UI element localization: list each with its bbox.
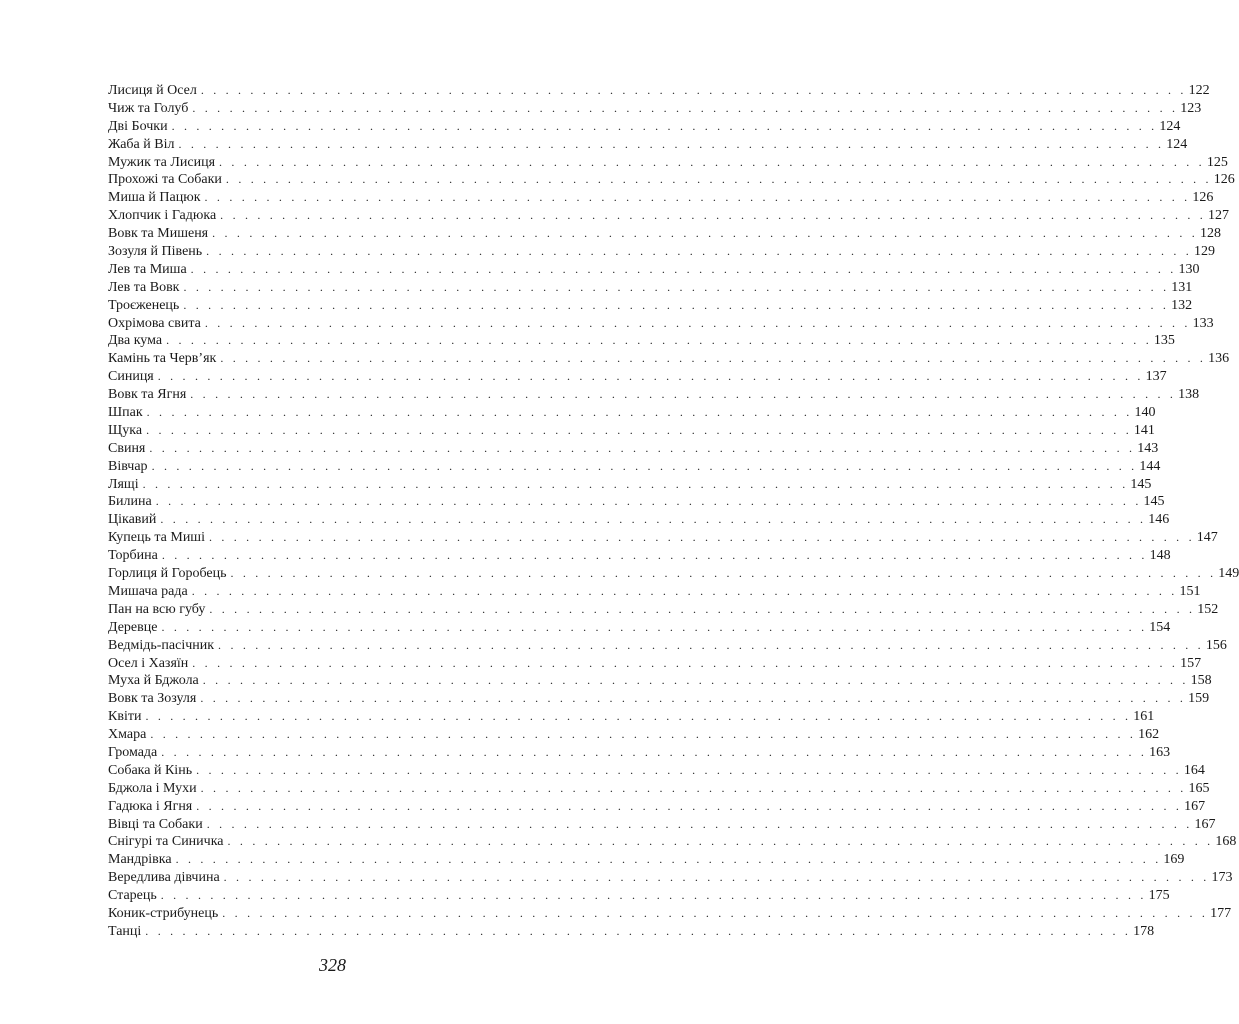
toc-entry-page: 135 — [1153, 333, 1175, 349]
toc-leader-dots: . . . . . . . . . . . . . . . . . . . . . . . . . . . . . . . . . . . . . . . . . . . . . . . . . . . . . . . . . . . . . . . . . . . . . . . . . . . . . . . . — [151, 458, 1138, 473]
toc-entry-page: 162 — [1138, 727, 1160, 743]
toc-entry-title: Троєженець — [108, 297, 180, 313]
toc-entry-page: 138 — [1178, 387, 1200, 403]
toc-entry — [108, 655, 1202, 673]
toc-entry — [108, 529, 1218, 547]
toc-entry — [108, 100, 1202, 118]
toc-entry — [108, 672, 1212, 690]
toc-entry — [108, 923, 1155, 941]
toc-entry-page: 126 — [1192, 190, 1214, 206]
toc-entry-page: 127 — [1207, 208, 1229, 224]
toc-entry-page: 145 — [1143, 494, 1165, 510]
toc-leader-dots: . . . . . . . . . . . . . . . . . . . . . . . . . . . . . . . . . . . . . . . . . . . . . . . . . . . . . . . . . . . . . . . . . . . . . . . . . . . . . . . . — [161, 744, 1148, 759]
toc-leader-dots: . . . . . . . . . . . . . . . . . . . . . . . . . . . . . . . . . . . . . . . . . . . . . . . . . . . . . . . . . . . . . . . . . . . . . . . . . . . . . . . . — [196, 762, 1182, 777]
toc-entry-title: Шпак — [108, 405, 143, 421]
toc-entry-title: Мишача рада — [108, 583, 188, 599]
toc-leader-dots: . . . . . . . . . . . . . . . . . . . . . . . . . . . . . . . . . . . . . . . . . . . . . . . . . . . . . . . . . . . . . . . . . . . . . . . . . . . . . . . . — [183, 279, 1170, 294]
toc-leader-dots: . . . . . . . . . . . . . . . . . . . . . . . . . . . . . . . . . . . . . . . . . . . . . . . . . . . . . . . . . . . . . . . . . . . . . . . . . . . . . . . . — [145, 709, 1132, 724]
toc-entry-title: Лисиця й Осел — [108, 83, 197, 98]
toc-leader-dots: . . . . . . . . . . . . . . . . . . . . . . . . . . . . . . . . . . . . . . . . . . . . . . . . . . . . . . . . . . . . . . . . . . . . . . . . . . . . . . . . — [166, 333, 1152, 348]
toc-entry-title: Вередлива дівчина — [108, 870, 220, 886]
toc-entry-page: 159 — [1188, 691, 1210, 707]
toc-entry — [108, 780, 1210, 798]
toc-entry — [108, 493, 1165, 511]
table-of-contents — [108, 82, 1239, 941]
toc-entry-page: 140 — [1134, 405, 1156, 421]
toc-entry-title: Торбина — [108, 548, 158, 564]
toc-leader-dots: . . . . . . . . . . . . . . . . . . . . . . . . . . . . . . . . . . . . . . . . . . . . . . . . . . . . . . . . . . . . . . . . . . . . . . . . . . . . . . . . — [204, 315, 1191, 330]
toc-entry — [108, 404, 1156, 422]
toc-entry-page: 154 — [1149, 619, 1171, 635]
toc-leader-dots: . . . . . . . . . . . . . . . . . . . . . . . . . . . . . . . . . . . . . . . . . . . . . . . . . . . . . . . . . . . . . . . . . . . . . . . . . . . . . . . . — [192, 100, 1179, 115]
toc-entry-title: Снігурі та Синичка — [108, 834, 224, 850]
toc-entry — [108, 297, 1193, 315]
toc-entry-page: 129 — [1193, 244, 1215, 260]
toc-leader-dots: . . . . . . . . . . . . . . . . . . . . . . . . . . . . . . . . . . . . . . . . . . . . . . . . . . . . . . . . . . . . . . . . . . . . . . . . . . . . . . . . — [160, 512, 1147, 527]
toc-entry-title: Чиж та Голуб — [108, 100, 189, 116]
toc-entry — [108, 225, 1221, 243]
page-number: 328 — [319, 955, 346, 975]
toc-leader-dots: . . . . . . . . . . . . . . . . . . . . . . . . . . . . . . . . . . . . . . . . . . . . . . . . . . . . . . . . . . . . . . . . . . . . . . . . . . . . . . . . — [202, 673, 1189, 688]
toc-entry-title: Зозуля й Півень — [108, 244, 203, 260]
toc-entry-page: 122 — [1188, 83, 1210, 98]
toc-entry-title: Мужик та Лисиця — [108, 154, 216, 170]
toc-leader-dots: . . . . . . . . . . . . . . . . . . . . . . . . . . . . . . . . . . . . . . . . . . . . . . . . . . . . . . . . . . . . . . . . . . . . . . . . . . . . . . . . — [223, 870, 1210, 885]
toc-entry-title: Лев та Вовк — [108, 279, 180, 295]
toc-entry-title: Гадюка і Ягня — [108, 798, 193, 814]
toc-entry-title: Лящі — [108, 476, 139, 492]
toc-leader-dots: . . . . . . . . . . . . . . . . . . . . . . . . . . . . . . . . . . . . . . . . . . . . . . . . . . . . . . . . . . . . . . . . . . . . . . . . . . . . . . . . — [145, 923, 1132, 938]
toc-entry-page: 148 — [1149, 548, 1171, 564]
toc-leader-dots: . . . . . . . . . . . . . . . . . . . . . . . . . . . . . . . . . . . . . . . . . . . . . . . . . . . . . . . . . . . . . . . . . . . . . . . . . . . . . . . . — [183, 297, 1170, 312]
toc-leader-dots: . . . . . . . . . . . . . . . . . . . . . . . . . . . . . . . . . . . . . . . . . . . . . . . . . . . . . . . . . . . . . . . . . . . . . . . . . . . . . . . . — [146, 422, 1132, 437]
toc-entry — [108, 851, 1185, 869]
toc-leader-dots: . . . . . . . . . . . . . . . . . . . . . . . . . . . . . . . . . . . . . . . . . . . . . . . . . . . . . . . . . . . . . . . . . . . . . . . . . . . . . . . . — [146, 405, 1133, 420]
toc-leader-dots: . . . . . . . . . . . . . . . . . . . . . . . . . . . . . . . . . . . . . . . . . . . . . . . . . . . . . . . . . . . . . . . . . . . . . . . . . . . . . . . . — [209, 601, 1196, 616]
toc-entry-page: 130 — [1178, 261, 1200, 277]
toc-leader-dots: . . . . . . . . . . . . . . . . . . . . . . . . . . . . . . . . . . . . . . . . . . . . . . . . . . . . . . . . . . . . . . . . . . . . . . . . . . . . . . . . — [208, 530, 1195, 545]
toc-entry-page: 178 — [1133, 923, 1155, 939]
toc-entry-title: Танці — [108, 923, 142, 939]
toc-entry-page: 167 — [1184, 798, 1206, 814]
toc-leader-dots: . . . . . . . . . . . . . . . . . . . . . . . . . . . . . . . . . . . . . . . . . . . . . . . . . . . . . . . . . . . . . . . . . . . . . . . . . . . . . . . . — [149, 440, 1136, 455]
toc-entry-title: Вівці та Собаки — [108, 816, 203, 832]
toc-entry — [108, 905, 1232, 923]
toc-entry-title: Синиця — [108, 369, 154, 385]
toc-entry-page: 165 — [1188, 780, 1210, 796]
toc-leader-dots: . . . . . . . . . . . . . . . . . . . . . . . . . . . . . . . . . . . . . . . . . . . . . . . . . . . . . . . . . . . . . . . . . . . . . . . . . . . . . . . . — [204, 190, 1191, 205]
toc-leader-dots: . . . . . . . . . . . . . . . . . . . . . . . . . . . . . . . . . . . . . . . . . . . . . . . . . . . . . . . . . . . . . . . . . . . . . . . . . . . . . . . . — [200, 780, 1187, 795]
toc-entry-page: 145 — [1130, 476, 1152, 492]
toc-entry — [108, 511, 1170, 529]
toc-entry — [108, 189, 1214, 207]
toc-entry — [108, 386, 1200, 404]
toc-entry — [108, 762, 1205, 780]
toc-entry — [108, 869, 1233, 887]
toc-leader-dots: . . . . . . . . . . . . . . . . . . . . . . . . . . . . . . . . . . . . . . . . . . . . . . . . . . . . . . . . . . . . . . . . . . . . . . . . . . . . . . . . — [227, 834, 1214, 849]
toc-entry — [108, 619, 1171, 637]
toc-leader-dots: . . . . . . . . . . . . . . . . . . . . . . . . . . . . . . . . . . . . . . . . . . . . . . . . . . . . . . . . . . . . . . . . . . . . . . . . . . . . . . . . — [155, 494, 1142, 509]
toc-entry-page: 133 — [1192, 315, 1214, 331]
toc-entry — [108, 261, 1200, 279]
toc-entry-page: 137 — [1145, 369, 1167, 385]
toc-entry-title: Громада — [108, 744, 158, 760]
toc-entry-title: Вівчар — [108, 458, 148, 474]
toc-entry — [108, 332, 1175, 350]
toc-entry — [108, 440, 1159, 458]
toc-entry-title: Муха й Бджола — [108, 673, 199, 689]
toc-leader-dots: . . . . . . . . . . . . . . . . . . . . . . . . . . . . . . . . . . . . . . . . . . . . . . . . . . . . . . . . . . . . . . . . . . . . . . . . . . . . . . . . — [225, 172, 1212, 187]
toc-entry-page: 126 — [1213, 172, 1235, 188]
toc-entry-title: Билина — [108, 494, 152, 510]
toc-entry-title: Свиня — [108, 440, 146, 456]
toc-entry — [108, 136, 1188, 154]
toc-leader-dots: . . . . . . . . . . . . . . . . . . . . . . . . . . . . . . . . . . . . . . . . . . . . . . . . . . . . . . . . . . . . . . . . . . . . . . . . . . . . . . . . — [200, 83, 1187, 97]
toc-entry-page: 146 — [1148, 512, 1170, 528]
toc-entry-title: Жаба й Віл — [108, 136, 175, 152]
toc-entry-title: Мандрівка — [108, 852, 172, 868]
toc-leader-dots: . . . . . . . . . . . . . . . . . . . . . . . . . . . . . . . . . . . . . . . . . . . . . . . . . . . . . . . . . . . . . . . . . . . . . . . . . . . . . . . . — [191, 583, 1178, 598]
toc-leader-dots: . . . . . . . . . . . . . . . . . . . . . . . . . . . . . . . . . . . . . . . . . . . . . . . . . . . . . . . . . . . . . . . . . . . . . . . . . . . . . . . . — [190, 387, 1177, 402]
toc-leader-dots: . . . . . . . . . . . . . . . . . . . . . . . . . . . . . . . . . . . . . . . . . . . . . . . . . . . . . . . . . . . . . . . . . . . . . . . . . . . . . . . . — [161, 619, 1148, 634]
toc-entry-page: 175 — [1148, 888, 1170, 904]
toc-entry-title: Миша й Пацюк — [108, 190, 201, 206]
toc-entry-page: 168 — [1215, 834, 1237, 850]
toc-entry-title: Цікавий — [108, 512, 157, 528]
toc-entry — [108, 637, 1227, 655]
toc-entry-page: 124 — [1159, 118, 1181, 134]
toc-entry-page: 167 — [1194, 816, 1216, 832]
toc-entry-page: 131 — [1171, 279, 1193, 295]
toc-entry — [108, 279, 1193, 297]
toc-leader-dots: . . . . . . . . . . . . . . . . . . . . . . . . . . . . . . . . . . . . . . . . . . . . . . . . . . . . . . . . . . . . . . . . . . . . . . . . . . . . . . . . — [218, 637, 1204, 652]
toc-entry-page: 125 — [1206, 154, 1228, 170]
toc-entry-title: Горлиця й Горобець — [108, 566, 227, 582]
toc-entry — [108, 82, 1210, 100]
toc-entry-page: 173 — [1211, 870, 1233, 886]
toc-entry-title: Камінь та Черв’як — [108, 351, 217, 367]
toc-leader-dots: . . . . . . . . . . . . . . . . . . . . . . . . . . . . . . . . . . . . . . . . . . . . . . . . . . . . . . . . . . . . . . . . . . . . . . . . . . . . . . . . — [219, 154, 1205, 169]
toc-entry-title: Ведмідь-пасічник — [108, 637, 215, 653]
toc-entry — [108, 207, 1229, 225]
toc-entry-title: Хлопчик і Гадюка — [108, 208, 217, 224]
toc-entry — [108, 798, 1206, 816]
toc-entry-page: 157 — [1180, 655, 1202, 671]
toc-entry-page: 143 — [1137, 440, 1159, 456]
toc-leader-dots: . . . . . . . . . . . . . . . . . . . . . . . . . . . . . . . . . . . . . . . . . . . . . . . . . . . . . . . . . . . . . . . . . . . . . . . . . . . . . . . . — [196, 798, 1183, 813]
toc-entry — [108, 476, 1152, 494]
toc-leader-dots: . . . . . . . . . . . . . . . . . . . . . . . . . . . . . . . . . . . . . . . . . . . . . . . . . . . . . . . . . . . . . . . . . . . . . . . . . . . . . . . . — [157, 369, 1144, 384]
toc-entry-title: Бджола і Мухи — [108, 780, 197, 796]
toc-entry-page: 149 — [1218, 566, 1239, 582]
toc-entry-title: Коник-стрибунець — [108, 905, 219, 921]
toc-entry-page: 128 — [1199, 226, 1221, 242]
toc-entry — [108, 887, 1170, 905]
toc-entry-page: 164 — [1183, 762, 1205, 778]
toc-leader-dots: . . . . . . . . . . . . . . . . . . . . . . . . . . . . . . . . . . . . . . . . . . . . . . . . . . . . . . . . . . . . . . . . . . . . . . . . . . . . . . . . — [206, 244, 1192, 259]
toc-entry-title: Осел і Хазяїн — [108, 655, 189, 671]
toc-entry-page: 124 — [1166, 136, 1188, 152]
toc-entry-page: 163 — [1149, 744, 1171, 760]
toc-entry-title: Хмара — [108, 727, 147, 743]
toc-entry — [108, 816, 1216, 834]
toc-entry-title: Купець та Миші — [108, 530, 205, 546]
toc-entry-title: Собака й Кінь — [108, 762, 193, 778]
toc-leader-dots: . . . . . . . . . . . . . . . . . . . . . . . . . . . . . . . . . . . . . . . . . . . . . . . . . . . . . . . . . . . . . . . . . . . . . . . . . . . . . . . . — [222, 905, 1209, 920]
toc-entry — [108, 118, 1181, 136]
toc-entry-page: 161 — [1133, 709, 1155, 725]
toc-entry — [108, 422, 1155, 440]
toc-entry-title: Вовк та Мишеня — [108, 226, 209, 242]
toc-entry-page: 147 — [1196, 530, 1218, 546]
toc-entry-page: 158 — [1190, 673, 1212, 689]
toc-leader-dots: . . . . . . . . . . . . . . . . . . . . . . . . . . . . . . . . . . . . . . . . . . . . . . . . . . . . . . . . . . . . . . . . . . . . . . . . . . . . . . . . — [175, 852, 1162, 867]
toc-entry-page: 169 — [1163, 852, 1185, 868]
toc-entry — [108, 243, 1215, 261]
toc-entry — [108, 350, 1230, 368]
toc-entry-page: 136 — [1208, 351, 1230, 367]
toc-entry-title: Дві Бочки — [108, 118, 168, 134]
toc-entry — [108, 690, 1210, 708]
toc-leader-dots: . . . . . . . . . . . . . . . . . . . . . . . . . . . . . . . . . . . . . . . . . . . . . . . . . . . . . . . . . . . . . . . . . . . . . . . . . . . . . . . . — [161, 548, 1148, 563]
toc-leader-dots: . . . . . . . . . . . . . . . . . . . . . . . . . . . . . . . . . . . . . . . . . . . . . . . . . . . . . . . . . . . . . . . . . . . . . . . . . . . . . . . . — [220, 351, 1207, 366]
toc-entry-page: 156 — [1205, 637, 1227, 653]
toc-leader-dots: . . . . . . . . . . . . . . . . . . . . . . . . . . . . . . . . . . . . . . . . . . . . . . . . . . . . . . . . . . . . . . . . . . . . . . . . . . . . . . . . — [171, 118, 1158, 133]
toc-entry-title: Щука — [108, 422, 143, 438]
toc-entry-title: Вовк та Ягня — [108, 387, 187, 403]
toc-entry — [108, 458, 1161, 476]
toc-leader-dots: . . . . . . . . . . . . . . . . . . . . . . . . . . . . . . . . . . . . . . . . . . . . . . . . . . . . . . . . . . . . . . . . . . . . . . . . . . . . . . . . — [160, 888, 1147, 903]
toc-entry-title: Прохожі та Собаки — [108, 172, 222, 188]
toc-entry — [108, 833, 1237, 851]
toc-entry — [108, 315, 1214, 333]
toc-entry — [108, 565, 1239, 583]
toc-entry-page: 141 — [1133, 422, 1155, 438]
toc-entry — [108, 601, 1219, 619]
toc-entry — [108, 744, 1171, 762]
toc-entry-page: 152 — [1197, 601, 1219, 617]
toc-leader-dots: . . . . . . . . . . . . . . . . . . . . . . . . . . . . . . . . . . . . . . . . . . . . . . . . . . . . . . . . . . . . . . . . . . . . . . . . . . . . . . . . — [178, 136, 1165, 151]
toc-entry-page: 123 — [1180, 100, 1202, 116]
toc-entry — [108, 726, 1160, 744]
toc-leader-dots: . . . . . . . . . . . . . . . . . . . . . . . . . . . . . . . . . . . . . . . . . . . . . . . . . . . . . . . . . . . . . . . . . . . . . . . . . . . . . . . . — [230, 566, 1217, 581]
toc-entry — [108, 547, 1171, 565]
toc-entry — [108, 171, 1235, 189]
toc-entry — [108, 368, 1167, 386]
toc-leader-dots: . . . . . . . . . . . . . . . . . . . . . . . . . . . . . . . . . . . . . . . . . . . . . . . . . . . . . . . . . . . . . . . . . . . . . . . . . . . . . . . . — [212, 226, 1198, 241]
toc-entry-title: Два кума — [108, 333, 163, 349]
toc-leader-dots: . . . . . . . . . . . . . . . . . . . . . . . . . . . . . . . . . . . . . . . . . . . . . . . . . . . . . . . . . . . . . . . . . . . . . . . . . . . . . . . . — [150, 727, 1137, 742]
toc-entry-page: 132 — [1171, 297, 1193, 313]
toc-leader-dots: . . . . . . . . . . . . . . . . . . . . . . . . . . . . . . . . . . . . . . . . . . . . . . . . . . . . . . . . . . . . . . . . . . . . . . . . . . . . . . . . — [206, 816, 1193, 831]
toc-entry-title: Лев та Миша — [108, 261, 187, 277]
toc-entry — [108, 154, 1228, 172]
toc-entry-title: Пан на всю губу — [108, 601, 206, 617]
toc-entry-page: 151 — [1179, 583, 1201, 599]
toc-leader-dots: . . . . . . . . . . . . . . . . . . . . . . . . . . . . . . . . . . . . . . . . . . . . . . . . . . . . . . . . . . . . . . . . . . . . . . . . . . . . . . . . — [192, 655, 1179, 670]
toc-entry-title: Квіти — [108, 709, 142, 725]
toc-entry-title: Охрімова свита — [108, 315, 201, 331]
toc-entry — [108, 708, 1155, 726]
toc-leader-dots: . . . . . . . . . . . . . . . . . . . . . . . . . . . . . . . . . . . . . . . . . . . . . . . . . . . . . . . . . . . . . . . . . . . . . . . . . . . . . . . . — [142, 476, 1129, 491]
toc-leader-dots: . . . . . . . . . . . . . . . . . . . . . . . . . . . . . . . . . . . . . . . . . . . . . . . . . . . . . . . . . . . . . . . . . . . . . . . . . . . . . . . . — [220, 208, 1206, 223]
toc-entry-page: 177 — [1210, 905, 1232, 921]
toc-entry-title: Деревце — [108, 619, 158, 635]
toc-entry-title: Вовк та Зозуля — [108, 691, 197, 707]
toc-leader-dots: . . . . . . . . . . . . . . . . . . . . . . . . . . . . . . . . . . . . . . . . . . . . . . . . . . . . . . . . . . . . . . . . . . . . . . . . . . . . . . . . — [190, 261, 1177, 276]
toc-entry — [108, 583, 1201, 601]
toc-leader-dots: . . . . . . . . . . . . . . . . . . . . . . . . . . . . . . . . . . . . . . . . . . . . . . . . . . . . . . . . . . . . . . . . . . . . . . . . . . . . . . . . — [200, 691, 1187, 706]
toc-entry-page: 144 — [1139, 458, 1161, 474]
toc-entry-title: Старець — [108, 888, 157, 904]
